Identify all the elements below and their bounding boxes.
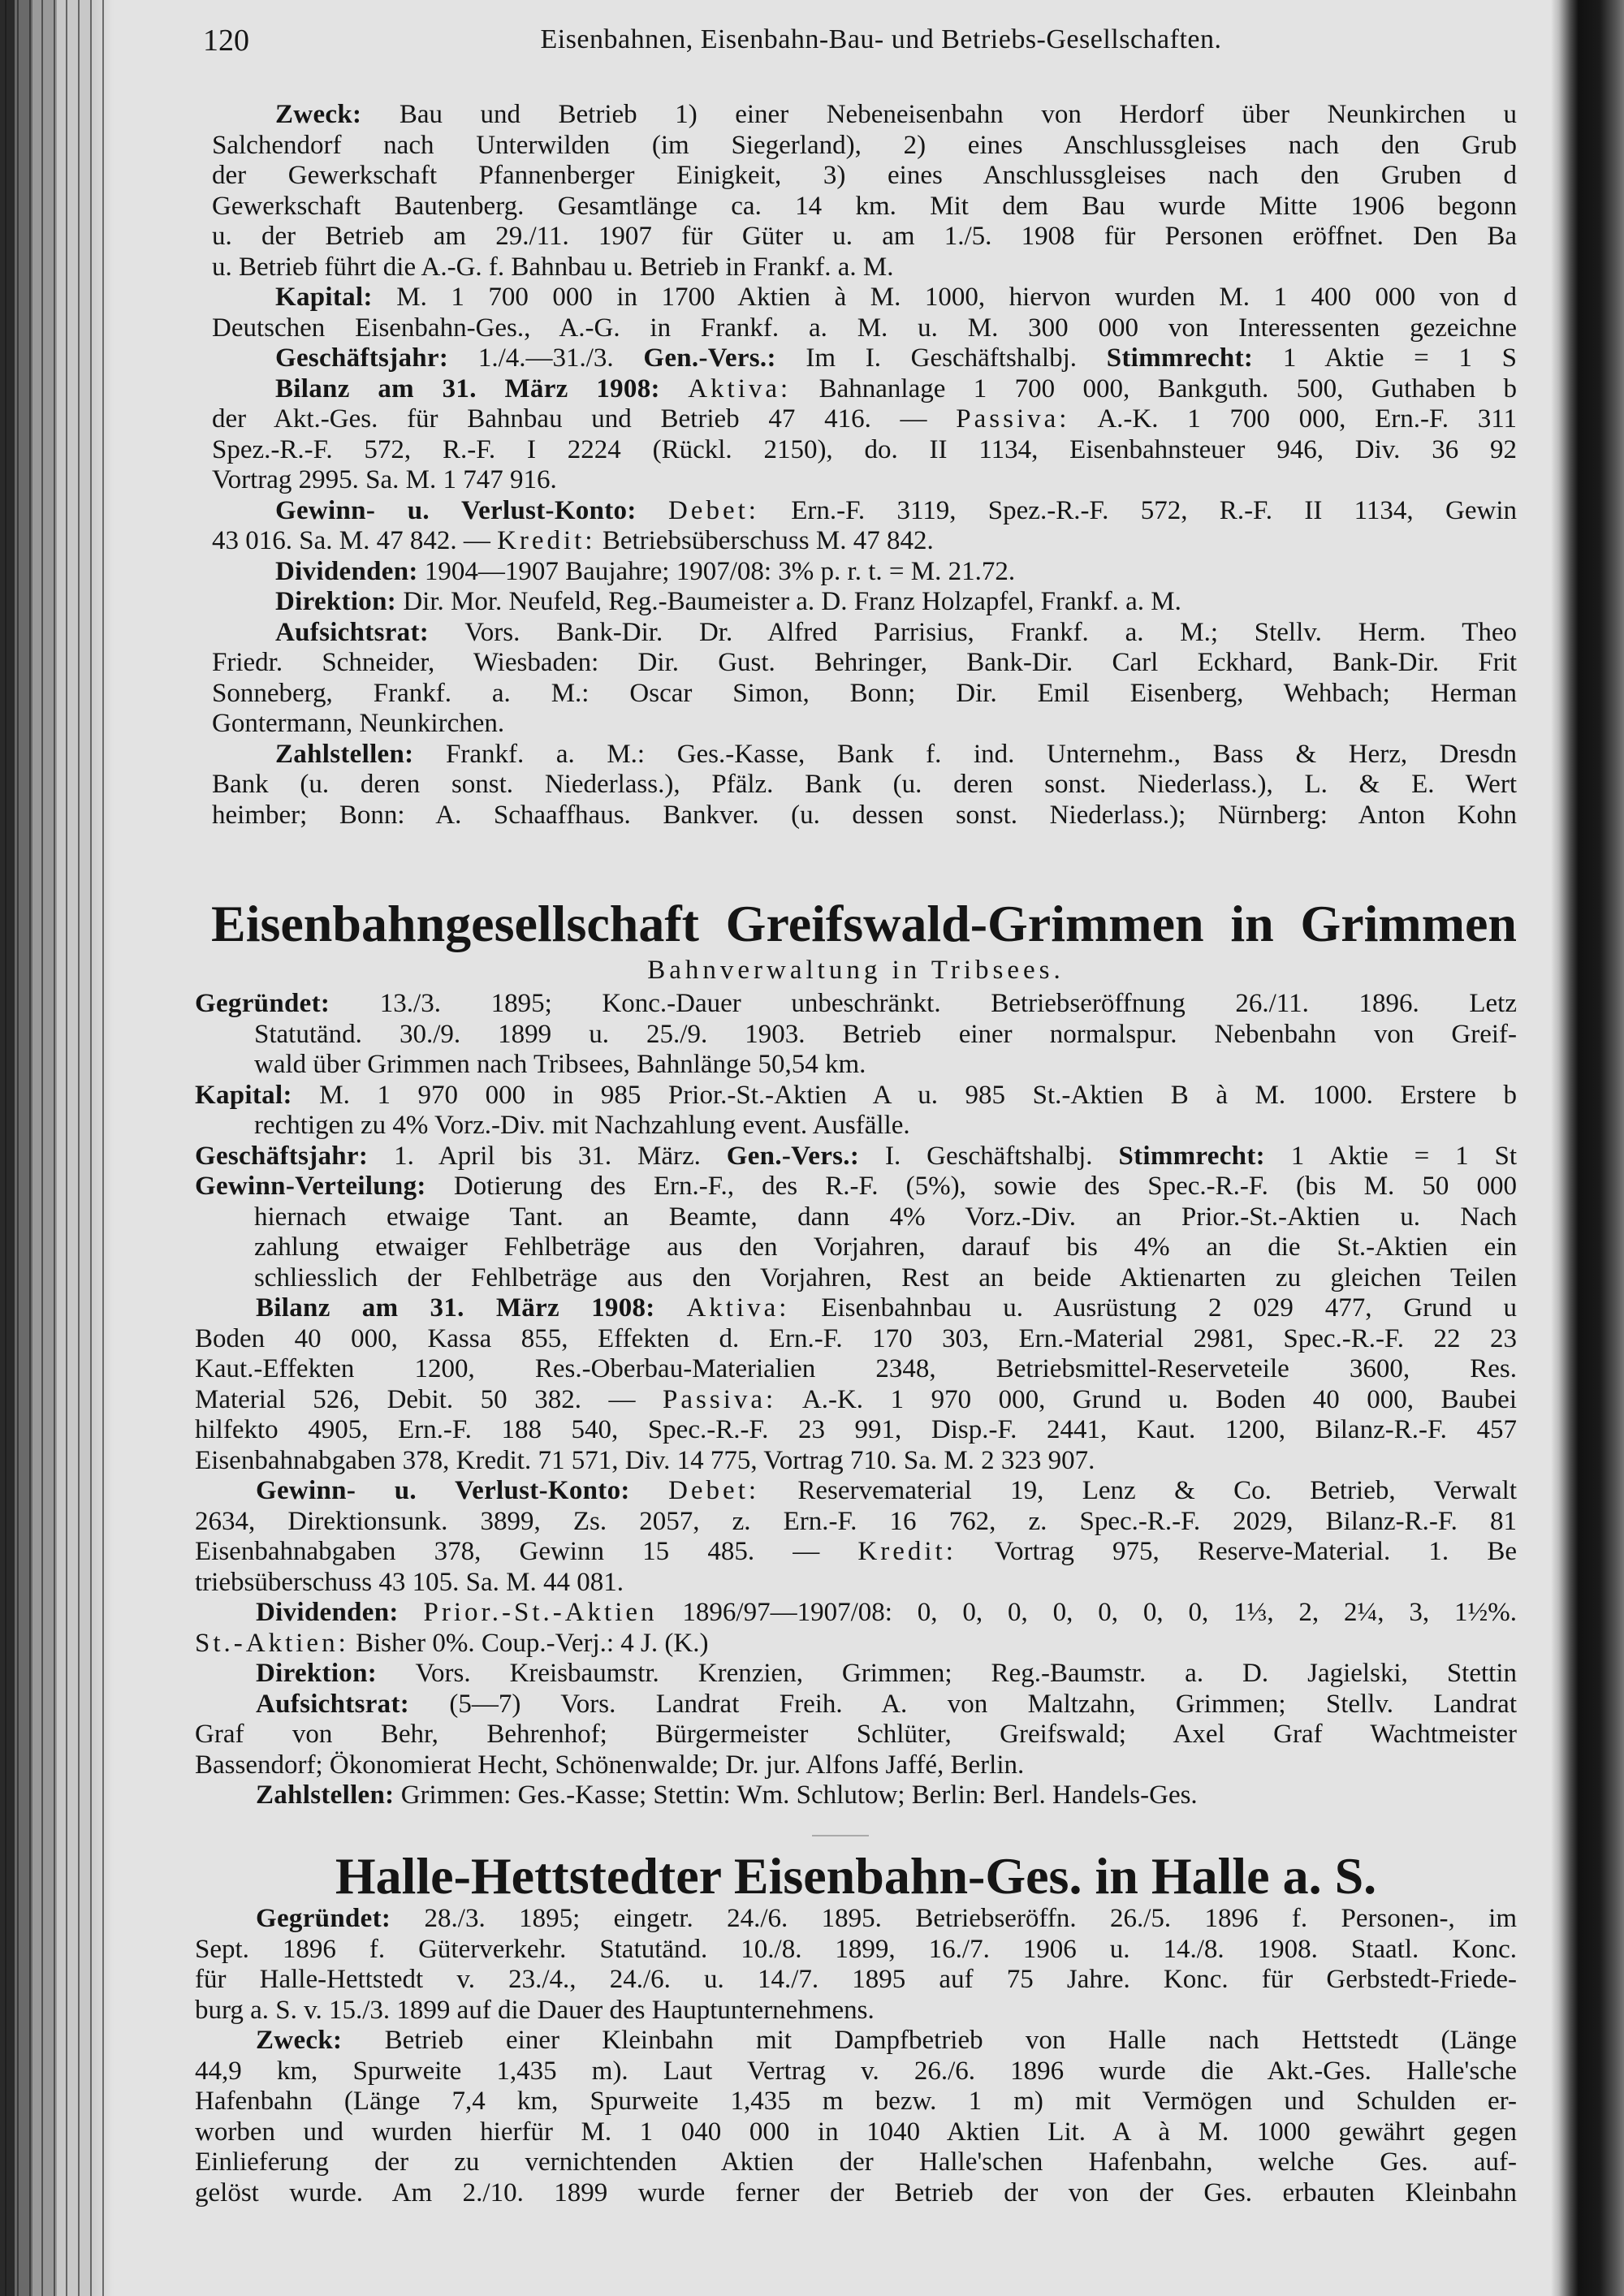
paragraph-first-line: [256, 1780, 1517, 1811]
paragraph: [195, 2026, 1517, 2208]
paragraph-line: [195, 1629, 1517, 1659]
text-run: [655, 1293, 687, 1323]
page-number: 120: [203, 24, 249, 58]
text-run: 1896/97—1907/08: 0, 0, 0, 0, 0, 0, 0, 1⅓, 2, 2¼, 3, 1½%.: [657, 1598, 1517, 1627]
running-head: Eisenbahnen, Eisenbahn-Bau- und Betriebs-Gesellschaften.: [540, 24, 1222, 54]
text-run: der Gewerkschaft Pfannenberger Einigkeit, 3) eines Anschlussgleises nach den Gruben d: [212, 161, 1517, 190]
text-run: Statutänd. 30./9. 1899 u. 25./9. 1903. Betrieb einer normalspur. Nebenbahn von Greif-: [254, 1019, 1517, 1049]
entry-label: Gen.-Vers.:: [726, 1141, 860, 1171]
text-run: Eisenbahnabgaben 378, Kredit. 71 571, Div. 14 775, Vortrag 710. Sa. M. 2 323 907.: [195, 1445, 1095, 1475]
entry-label: Zahlstellen:: [256, 1780, 395, 1810]
paragraph-line: [254, 1050, 1517, 1081]
text-run: Einlieferung der zu vernichtenden Aktien der Halle'schen Hafenbahn, welche Ges. auf-: [195, 2147, 1517, 2177]
entry-label: Gen.-Vers.:: [643, 343, 776, 373]
spaced-term: Passiva:: [956, 404, 1070, 434]
spaced-term: Debet:: [668, 1476, 760, 1505]
entry-label: Kapital:: [195, 1080, 292, 1110]
paragraph-first-line: [275, 343, 1517, 374]
text-run: M. 1 700 000 in 1700 Aktien à M. 1000, hiervon wurden M. 1 400 000 von d: [372, 283, 1517, 312]
section-greifswald-grimmen: [195, 896, 1517, 1811]
paragraph: [195, 1690, 1517, 1781]
paragraph-first-line: [256, 1598, 1517, 1629]
text-run: Deutschen Eisenbahn-Ges., A.-G. in Frankf. a. M. u. M. 300 000 von Interessenten gezeichne: [212, 313, 1517, 343]
text-run: Eisenbahnabgaben 378, Gewinn 15 485. —: [195, 1537, 858, 1566]
text-run: Gewerkschaft Bautenberg. Gesamtlänge ca. 14 km. Mit dem Bau wurde Mitte 1906 begonn: [212, 191, 1517, 221]
entry-label: Zahlstellen:: [275, 739, 414, 769]
paragraph-line: [212, 313, 1517, 344]
text-run: Reservematerial 19, Lenz & Co. Betrieb, Verwalt: [759, 1476, 1517, 1505]
paragraph-line: [254, 1202, 1517, 1233]
paragraph: [195, 1476, 1517, 1598]
paragraph-line: [212, 435, 1517, 466]
text-run: Bassendorf; Ökonomierat Hecht, Schönenwalde; Dr. jur. Alfons Jaffé, Berlin.: [195, 1750, 1025, 1780]
text-run: wald über Grimmen nach Tribsees, Bahnlänge 50,54 km.: [254, 1050, 866, 1079]
paragraph-first-line: [275, 496, 1517, 527]
paragraph-line: [195, 1324, 1517, 1355]
entry-label: Kapital:: [275, 283, 373, 312]
separator-rule: [812, 1835, 869, 1836]
text-run: Vortrag 2995. Sa. M. 1 747 916.: [212, 465, 557, 494]
text-run: A.-K. 1 970 000, Grund u. Boden 40 000, Baubei: [776, 1384, 1517, 1414]
text-run: A.-K. 1 700 000, Ern.-F. 311: [1069, 404, 1517, 434]
paragraph-first-line: [275, 557, 1517, 588]
entry-label: Bilanz am 31. März 1908:: [256, 1293, 655, 1323]
text-run: Hafenbahn (Länge 7,4 km, Spurweite 1,435 m bezw. 1 m) mit Vermögen und Schulden er-: [195, 2087, 1517, 2116]
text-run: Vors. Bank-Dir. Dr. Alfred Parrisius, Frankf. a. M.; Stellv. Herm. Theo: [429, 617, 1517, 647]
text-run: 1 Aktie = 1 S: [1253, 343, 1517, 373]
paragraph-line: [254, 1232, 1517, 1263]
paragraph-line: [195, 1750, 1517, 1781]
text-run: 2634, Direktionsunk. 3899, Zs. 2057, z. Ern.-F. 16 762, z. Spec.-R.-F. 2029, Bilanz-R.-F. 81: [195, 1506, 1517, 1536]
section-herdorf-railway: [195, 100, 1517, 831]
entry-label: Aufsichtsrat:: [275, 617, 430, 647]
text-run: Dir. Mor. Neufeld, Reg.-Baumeister a. D. Franz Holzapfel, Frankf. a. M.: [396, 587, 1181, 616]
paragraph-line: [254, 1263, 1517, 1294]
paragraph-line: [195, 1385, 1517, 1416]
text-run: 44,9 km, Spurweite 1,435 m). Laut Vertrag v. 26./6. 1896 wurde die Akt.-Ges. Halle'sche: [195, 2056, 1517, 2086]
text-run: Gontermann, Neunkirchen.: [212, 709, 505, 738]
text-run: [637, 496, 668, 525]
section-halle-hettstedt: [195, 1848, 1517, 2208]
paragraph-line: [195, 1935, 1517, 1966]
paragraph-first-line: [256, 1476, 1517, 1507]
paragraph: [195, 374, 1517, 496]
spaced-term: Kredit:: [497, 526, 596, 555]
section-title: Halle-Hettstedter Eisenbahn-Ges. in Halle a. S.: [335, 1848, 1377, 1905]
text-run: worben und wurden hierfür M. 1 040 000 in 1040 Aktien Lit. A à M. 1000 gewährt gegen: [195, 2117, 1517, 2147]
paragraph-first-line: [256, 1293, 1517, 1324]
entry-label: Direktion:: [275, 587, 397, 616]
paragraph-line: [212, 222, 1517, 252]
entry-label: Gewinn- u. Verlust-Konto:: [275, 495, 637, 525]
section-subtitle: Bahnverwaltung in Tribsees.: [647, 956, 1065, 985]
paragraph: [195, 1598, 1517, 1659]
text-run: hiernach etwaige Tant. an Beamte, dann 4% Vorz.-Div. an Prior.-St.-Aktien u. Nach: [254, 1202, 1517, 1232]
text-run: heimber; Bonn: A. Schaaffhaus. Bankver. (u. dessen sonst. Niederlass.); Nürnberg: Anton Kohn: [212, 800, 1517, 830]
text-run: 1904—1907 Baujahre; 1907/08: 3% p. r. t. = M. 21.72.: [417, 556, 1016, 586]
paragraph: [195, 496, 1517, 557]
paragraph-line: [195, 1568, 1517, 1599]
text-run: 28./3. 1895; eingetr. 24./6. 1895. Betriebseröffn. 26./5. 1896 f. Personen-, im: [391, 1904, 1517, 1933]
text-run: Bahnanlage 1 700 000, Bankguth. 500, Guthaben b: [791, 373, 1517, 404]
paragraph-line: [254, 1111, 1517, 1142]
spaced-term: St.-Aktien:: [195, 1628, 349, 1658]
paragraph-line: [195, 1965, 1517, 1996]
paragraph-first-line: [195, 989, 1517, 1020]
text-run: Sonneberg, Frankf. a. M.: Oscar Simon, Bonn; Dir. Emil Eisenberg, Wehbach; Herman: [212, 678, 1517, 708]
paragraph: [195, 557, 1517, 588]
text-run: u. Betrieb führt die A.-G. f. Bahnbau u. Betrieb in Frankf. a. M.: [212, 252, 894, 282]
paragraph-line: [195, 2117, 1517, 2148]
text-run: Bank (u. deren sonst. Niederlass.), Pfälz. Bank (u. deren sonst. Niederlass.), L. & E. Wert: [212, 770, 1517, 799]
paragraph-line: [212, 709, 1517, 740]
text-run: Ern.-F. 3119, Spez.-R.-F. 572, R.-F. II 1134, Gewin: [758, 495, 1517, 525]
paragraph-line: [195, 2056, 1517, 2087]
text-run: für Halle-Hettstedt v. 23./4., 24./6. u. 14./7. 1895 auf 75 Jahre. Konc. für Gerbstedt-Friede-: [195, 1965, 1517, 1994]
paragraph-line: [212, 465, 1517, 496]
spaced-term: Debet:: [667, 495, 759, 525]
text-run: Bisher 0%. Coup.-Verj.: 4 J. (K.): [348, 1628, 709, 1658]
entry-label: Bilanz am 31. März 1908:: [275, 373, 660, 404]
text-run: der Akt.-Ges. für Bahnbau und Betrieb 47 416. —: [212, 404, 957, 434]
text-run: Friedr. Schneider, Wiesbaden: Dir. Gust. Behringer, Bank-Dir. Carl Eckhard, Bank-Dir. Frit: [212, 648, 1517, 677]
section-title: Eisenbahngesellschaft Greifswald-Grimmen in Grimmen: [211, 896, 1517, 952]
text-run: Spez.-R.-F. 572, R.-F. I 2224 (Rückl. 2150), do. II 1134, Eisenbahnsteuer 946, Div. 36 92: [212, 434, 1517, 464]
paragraph-first-line: [275, 618, 1517, 649]
paragraph-first-line: [275, 100, 1517, 131]
text-run: triebsüberschuss 43 105. Sa. M. 44 081.: [195, 1567, 624, 1597]
paragraph-line: [212, 252, 1517, 283]
paragraph-line: [195, 1537, 1517, 1568]
text-run: 1 Aktie = 1 St: [1264, 1141, 1517, 1171]
paragraph: [195, 1081, 1517, 1142]
text-run: I. Geschäftshalbj.: [859, 1141, 1119, 1171]
text-run: rechtigen zu 4% Vorz.-Div. mit Nachzahlung event. Ausfälle.: [254, 1111, 910, 1140]
text-run: Frankf. a. M.: Ges.-Kasse, Bank f. ind. Unternehm., Bass & Herz, Dresdn: [413, 739, 1517, 769]
entry-label: Dividenden:: [275, 556, 418, 586]
paragraph: [195, 740, 1517, 831]
spaced-term: Aktiva:: [688, 373, 792, 404]
paragraph: [195, 587, 1517, 618]
text-run: Betrieb einer Kleinbahn mit Dampfbetrieb von Halle nach Hettstedt (Länge: [342, 2026, 1517, 2055]
paragraph: [195, 100, 1517, 283]
text-run: 1./4.—31./3.: [448, 343, 644, 373]
text-run: (5—7) Vors. Landrat Freih. A. von Maltzahn, Grimmen; Stellv. Landrat: [409, 1689, 1517, 1719]
text-run: u. der Betrieb am 29./11. 1907 für Güter u. am 1./5. 1908 für Personen eröffnet. Den Ba: [212, 222, 1517, 251]
entry-label: Geschäftsjahr:: [275, 343, 449, 373]
text-run: 43 016. Sa. M. 47 842. —: [212, 526, 498, 555]
entry-label: Gewinn-Verteilung:: [195, 1172, 426, 1201]
text-run: Dotierung des Ern.-F., des R.-F. (5%), sowie des Spec.-R.-F. (bis M. 50 000: [425, 1172, 1517, 1201]
paragraph: [195, 1142, 1517, 1172]
paragraph-line: [195, 1354, 1517, 1385]
paragraph-first-line: [256, 1690, 1517, 1720]
paragraph-first-line: [275, 283, 1517, 313]
text-run: Bau und Betrieb 1) einer Nebeneisenbahn von Herdorf über Neunkirchen u: [361, 100, 1517, 129]
paragraph-first-line: [195, 1081, 1517, 1111]
paragraph-line: [195, 1507, 1517, 1538]
spaced-term: Passiva:: [663, 1384, 777, 1414]
paragraph-line: [212, 648, 1517, 679]
text-run: Betriebsüberschuss M. 47 842.: [595, 526, 934, 555]
paragraph-first-line: [195, 1142, 1517, 1172]
paragraph: [195, 618, 1517, 740]
paragraph-line: [212, 404, 1517, 435]
text-run: Kaut.-Effekten 1200, Res.-Oberbau-Materialien 2348, Betriebsmittel-Reserveteile 3600, Res.: [195, 1354, 1517, 1383]
paragraph: [195, 1172, 1517, 1293]
entry-label: Gewinn- u. Verlust-Konto:: [256, 1476, 630, 1505]
text-run: [630, 1476, 668, 1505]
paragraph: [195, 1293, 1517, 1476]
text-run: M. 1 970 000 in 985 Prior.-St.-Aktien A u. 985 St.-Aktien B à M. 1000. Erstere b: [292, 1080, 1517, 1110]
entry-label: Stimmrecht:: [1118, 1141, 1265, 1171]
entry-label: Gegründet:: [256, 1904, 391, 1933]
paragraph-line: [254, 1020, 1517, 1051]
spaced-term: Kredit:: [857, 1537, 957, 1566]
paragraph-first-line: [275, 740, 1517, 770]
paragraph-line: [195, 2087, 1517, 2117]
text-run: [660, 374, 688, 404]
book-binding-edge: [0, 0, 114, 2296]
text-run: burg a. S. v. 15./3. 1899 auf die Dauer des Hauptunternehmens.: [195, 1995, 875, 2025]
paragraph-first-line: [256, 2026, 1517, 2056]
paragraph-first-line: [195, 1172, 1517, 1202]
spaced-term: Prior.-St.-Aktien: [423, 1598, 658, 1627]
paragraph-line: [195, 2178, 1517, 2209]
paragraph: [195, 1904, 1517, 2026]
paragraph-line: [195, 1720, 1517, 1750]
paragraph-line: [195, 1996, 1517, 2026]
text-run: hilfekto 4905, Ern.-F. 188 540, Spec.-R.-F. 23 991, Disp.-F. 2441, Kaut. 1200, Bilanz-R.-F. 457: [195, 1415, 1517, 1444]
paragraph-line: [195, 2147, 1517, 2178]
text-run: Vortrag 975, Reserve-Material. 1. Be: [956, 1537, 1517, 1566]
text-run: Salchendorf nach Unterwilden (im Siegerland), 2) eines Anschlussgleises nach den Grub: [212, 130, 1517, 160]
paragraph: [195, 1659, 1517, 1690]
entry-label: Zweck:: [275, 100, 362, 129]
paragraph-first-line: [256, 1904, 1517, 1935]
paragraph: [195, 283, 1517, 343]
text-run: schliesslich der Fehlbeträge aus den Vorjahren, Rest an beide Aktienarten zu gleichen Teilen: [254, 1262, 1517, 1293]
entry-label: Gegründet:: [195, 989, 330, 1018]
paragraph-line: [212, 161, 1517, 192]
text-run: Graf von Behr, Behrenhof; Bürgermeister Schlüter, Greifswald; Axel Graf Wachtmeister: [195, 1720, 1517, 1749]
text-run: gelöst wurde. Am 2./10. 1899 wurde ferner der Betrieb der von der Ges. erbauten Kleinbahn: [195, 2177, 1517, 2208]
text-run: Im I. Geschäftshalbj.: [775, 343, 1107, 373]
text-run: [399, 1598, 424, 1627]
paragraph: [195, 989, 1517, 1081]
paragraph-line: [212, 192, 1517, 222]
paragraph-line: [212, 131, 1517, 162]
text-run: Vors. Kreisbaumstr. Krenzien, Grimmen; Reg.-Baumstr. a. D. Jagielski, Stettin: [377, 1659, 1517, 1688]
paragraph-line: [212, 679, 1517, 710]
paragraph-first-line: [275, 374, 1517, 405]
paragraph-line: [195, 1415, 1517, 1446]
entry-label: Stimmrecht:: [1106, 343, 1254, 373]
paragraph-line: [212, 526, 1517, 557]
entry-label: Geschäftsjahr:: [195, 1141, 369, 1171]
paragraph-first-line: [275, 587, 1517, 618]
text-run: Boden 40 000, Kassa 855, Effekten d. Ern.-F. 170 303, Ern.-Material 2981, Spec.-R.-F. 22 23: [195, 1323, 1517, 1353]
text-run: Sept. 1896 f. Güterverkehr. Statutänd. 10./8. 1899, 16./7. 1906 u. 14./8. 1908. Staatl. Konc.: [195, 1934, 1517, 1964]
paragraph: [195, 1780, 1517, 1811]
text-run: zahlung etwaiger Fehlbeträge aus den Vorjahren, darauf bis 4% an die St.-Aktien ein: [254, 1232, 1517, 1262]
entry-label: Aufsichtsrat:: [256, 1689, 410, 1719]
text-run: Material 526, Debit. 50 382. —: [195, 1384, 663, 1414]
text-run: 1. April bis 31. März.: [368, 1141, 727, 1171]
entry-label: Direktion:: [256, 1659, 378, 1688]
text-run: Eisenbahnbau u. Ausrüstung 2 029 477, Grund u: [789, 1293, 1517, 1323]
page-right-edge: [1551, 0, 1624, 2296]
spaced-term: Aktiva:: [686, 1293, 790, 1323]
entry-label: Zweck:: [256, 2026, 343, 2055]
text-run: Grimmen: Ges.-Kasse; Stettin: Wm. Schlutow; Berlin: Berl. Handels-Ges.: [394, 1780, 1198, 1810]
paragraph-line: [195, 1446, 1517, 1477]
entry-label: Dividenden:: [256, 1598, 399, 1627]
paragraph: [195, 343, 1517, 374]
text-run: 13./3. 1895; Konc.-Dauer unbeschränkt. Betriebseröffnung 26./11. 1896. Letz: [330, 989, 1517, 1018]
paragraph-line: [212, 770, 1517, 801]
paragraph-line: [212, 801, 1517, 831]
paragraph-first-line: [256, 1659, 1517, 1690]
